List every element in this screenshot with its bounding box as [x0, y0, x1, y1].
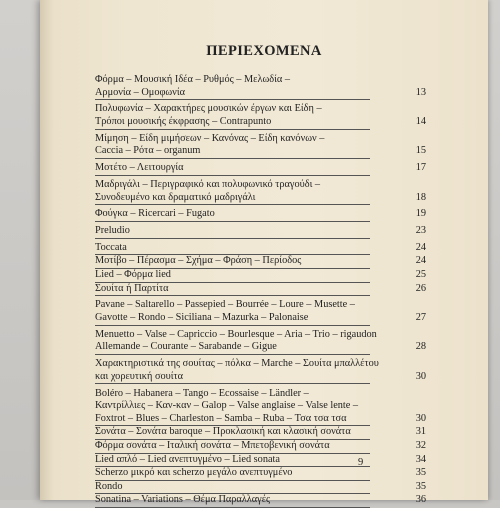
page-gutter-shadow: [40, 0, 54, 500]
table-of-contents: [95, 74, 426, 508]
toc-entry-text: Φούγκα – Ricercari – Fugato: [95, 208, 370, 222]
toc-entry-page: 36: [415, 494, 426, 506]
toc-entry: [95, 494, 426, 508]
toc-entry: [95, 225, 426, 239]
toc-entry-page: 27: [415, 312, 426, 323]
toc-entry-text: Gavotte – Rondo – Siciliana – Mazurka – Palonaise: [95, 312, 370, 326]
toc-entry-text: Σονάτα – Σονάτα baroque – Προκλασική και κλασική σονάτα: [95, 426, 370, 440]
toc-entry-page: 30: [415, 370, 426, 382]
toc-entry-text: Μοτίβο – Πέρασμα – Σχήμα – Φράση – Περίοδος: [95, 255, 370, 269]
toc-entry-text: Χαρακτηριστικά της σουίτας – πόλκα – Marche – Σουίτα μπαλλέτου: [95, 358, 379, 370]
toc-entry-text: Menuetto – Valse – Capriccio – Bourlesque – Aria – Trio – rigaudon: [95, 328, 377, 340]
toc-entry-text: Συνοδευμένο και δραματικό μαδριγάλι: [95, 192, 370, 206]
toc-entry: [95, 269, 426, 283]
toc-entry: [95, 467, 426, 481]
toc-entry-page: 35: [415, 480, 426, 492]
toc-entry-text: Boléro – Habanera – Tango – Ecossaise – Ländler –: [95, 387, 309, 399]
toc-entry-text: Pavane – Saltarello – Passepied – Bourrée – Loure – Musette –: [95, 299, 355, 311]
toc-entry-page: 18: [415, 191, 426, 203]
toc-entry-page: 26: [415, 282, 426, 294]
toc-entry-text: Lied απλό – Lied ανεπτυγμένο – Lied sonata: [95, 454, 370, 468]
page-title: ΠΕΡΙΕΧΟΜΕΝΑ: [206, 43, 322, 59]
toc-entry-text: Πολυφωνία – Χαρακτήρες μουσικών έργων και Είδη –: [95, 103, 322, 115]
toc-entry-text: Foxtrot – Blues – Charleston – Samba – Ruba – Τσα τσα τσα: [95, 413, 370, 427]
toc-entry-text: Toccata: [95, 242, 370, 256]
toc-entry-page: 15: [415, 145, 426, 157]
toc-entry-page: 24: [415, 255, 426, 267]
toc-entry-page: 31: [415, 426, 426, 438]
toc-entry: [95, 132, 426, 159]
toc-entry-text: Φόρμα σονάτα – Ιταλική σονάτα – Μπετοβενική σονάτα: [95, 440, 370, 454]
toc-entry-text: Τρόποι μουσικής έκφρασης – Contrapunto: [95, 116, 370, 130]
page-number: 9: [358, 457, 364, 468]
toc-entry: [95, 439, 426, 454]
toc-entry-text: Μοτέτο – Λειτουργία: [95, 162, 370, 176]
toc-entry: [95, 74, 426, 100]
toc-entry: [95, 299, 426, 325]
toc-entry-page: 34: [415, 453, 426, 465]
toc-entry: [95, 480, 426, 495]
toc-entry-page: 17: [415, 162, 426, 174]
toc-entry-text: Rondo: [95, 481, 370, 495]
toc-entry: [95, 328, 426, 355]
toc-entry-text: Preludio: [95, 225, 370, 239]
toc-entry-text: και χορευτική σουίτα: [95, 371, 370, 385]
toc-entry-text: Σουίτα ή Παρτίτα: [95, 283, 370, 297]
toc-entry-text: Scherzo μικρό και scherzo μεγάλο ανεπτυγμένο: [95, 467, 370, 481]
toc-entry: [95, 282, 426, 297]
toc-entry: [95, 387, 426, 427]
toc-entry-text: Caccia – Ρότα – organum: [95, 145, 370, 159]
toc-entry: [95, 103, 426, 129]
toc-entry: [95, 255, 426, 269]
toc-entry-page: 30: [415, 412, 426, 424]
toc-entry-text: Sonatina – Variations – Θέμα Παραλλαγές: [95, 494, 370, 508]
toc-entry-page: 19: [415, 208, 426, 220]
toc-entry-page: 13: [415, 86, 426, 98]
toc-entry: [95, 453, 426, 468]
toc-entry-text: Αρμονία – Ομοφωνία: [95, 87, 370, 101]
toc-entry: [95, 208, 426, 222]
toc-entry: [95, 426, 426, 440]
toc-entry: [95, 358, 426, 384]
toc-entry-text: Μίμηση – Είδη μιμήσεων – Κανόνας – Είδη κανόνων –: [95, 132, 325, 144]
toc-entry: [95, 178, 426, 205]
toc-entry-page: 14: [415, 115, 426, 127]
toc-entry-text: Φόρμα – Μουσική Ιδέα – Ρυθμός – Μελωδία –: [95, 74, 290, 85]
toc-entry-text: Lied – Φόρμα lied: [95, 269, 370, 283]
toc-entry-text: Καντρίλλιες – Καν-καν – Galop – Valse anglaise – Valse lente –: [95, 400, 359, 412]
toc-entry-page: 32: [415, 439, 426, 451]
toc-entry-page: 28: [415, 341, 426, 353]
toc-entry-text: Allemande – Courante – Sarabande – Gigue: [95, 341, 370, 355]
toc-entry: [95, 241, 426, 256]
toc-entry-page: 35: [415, 467, 426, 479]
toc-entry-page: 25: [415, 269, 426, 281]
toc-entry: [95, 162, 426, 176]
toc-entry-text: Μαδριγάλι – Περιγραφικό και πολυφωνικό τραγούδι –: [95, 178, 321, 190]
toc-entry-page: 23: [415, 225, 426, 237]
toc-entry-page: 24: [415, 241, 426, 253]
